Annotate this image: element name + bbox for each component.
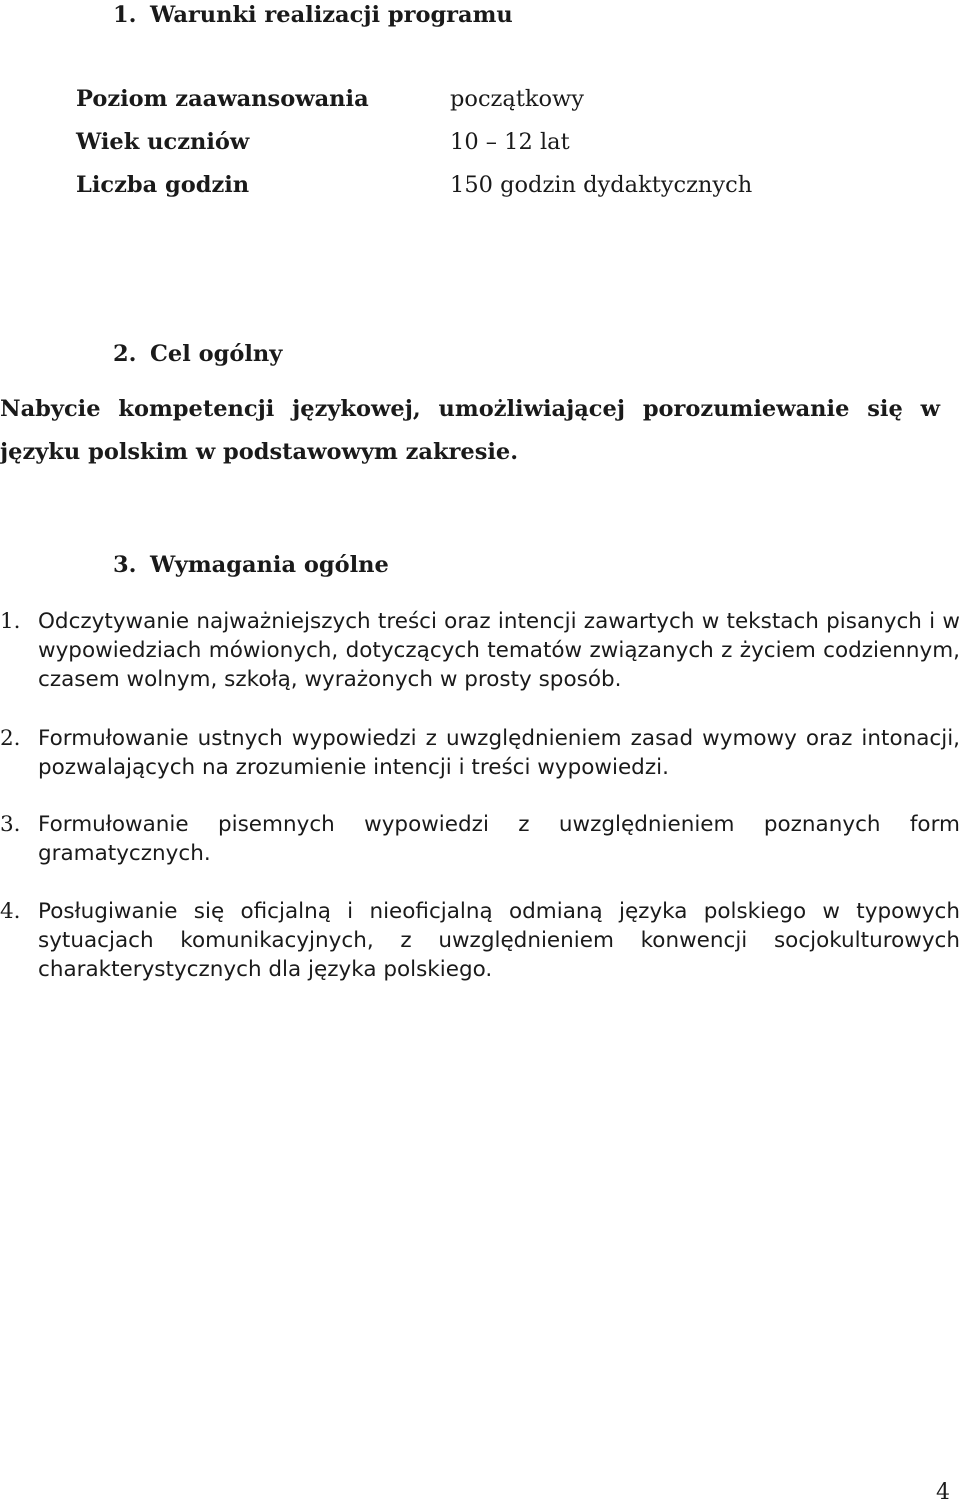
requirement-item: [0, 810, 960, 868]
info-label-hours: Liczba godzin: [76, 172, 250, 198]
requirement-item: [0, 607, 960, 694]
requirement-number: 2.: [0, 726, 21, 751]
requirement-number: 4.: [0, 899, 21, 924]
requirement-text: Formułowanie pisemnych wypowiedzi z uwzględnieniem poznanych form gramatycznych.: [38, 812, 960, 866]
info-label-level: Poziom zaawansowania: [76, 86, 369, 112]
info-label-age: Wiek uczniów: [76, 129, 250, 155]
requirement-number: 3.: [0, 812, 21, 837]
general-goal-text: Nabycie kompetencji językowej, umożliwiającej porozumiewanie się w języku polskim w podstawowym zakresie.: [0, 396, 940, 465]
requirement-number: 1.: [0, 609, 21, 634]
section-1-number: 1.: [113, 2, 137, 28]
section-3-title: Wymagania ogólne: [150, 552, 389, 578]
section-1-title: Warunki realizacji programu: [150, 2, 513, 28]
info-value-level: początkowy: [450, 86, 585, 112]
requirement-text: Posługiwanie się oficjalną i nieoficjalną odmianą języka polskiego w typowych sytuacjach komunikacyjnych, z uwzględnieniem konwencji socjokulturowych charakterystycznych dla języka polskiego.: [38, 899, 960, 982]
info-row-age: [76, 127, 876, 157]
section-1-heading: [113, 0, 513, 30]
info-value-age: 10 – 12 lat: [450, 129, 570, 155]
info-value-hours: 150 godzin dydaktycznych: [450, 172, 753, 198]
section-3-heading: [113, 550, 389, 580]
section-2-number: 2.: [113, 341, 137, 367]
requirement-text: Formułowanie ustnych wypowiedzi z uwzględnieniem zasad wymowy oraz intonacji, pozwalających na zrozumienie intencji i treści wypowiedzi.: [38, 726, 960, 780]
requirement-item: [0, 724, 960, 782]
section-2-heading: [113, 339, 282, 369]
requirement-text: Odczytywanie najważniejszych treści oraz intencji zawartych w tekstach pisanych i w wypowiedziach mówionych, dotyczących tematów związanych z życiem codziennym, czasem wolnym, szkołą, wyrażonych w prosty sposób.: [38, 609, 960, 692]
section-2-title: Cel ogólny: [150, 341, 283, 367]
requirement-item: [0, 897, 960, 984]
section-3-number: 3.: [113, 552, 137, 578]
info-row-level: [76, 84, 876, 114]
page-number: 4: [936, 1480, 950, 1505]
info-row-hours: [76, 170, 876, 200]
